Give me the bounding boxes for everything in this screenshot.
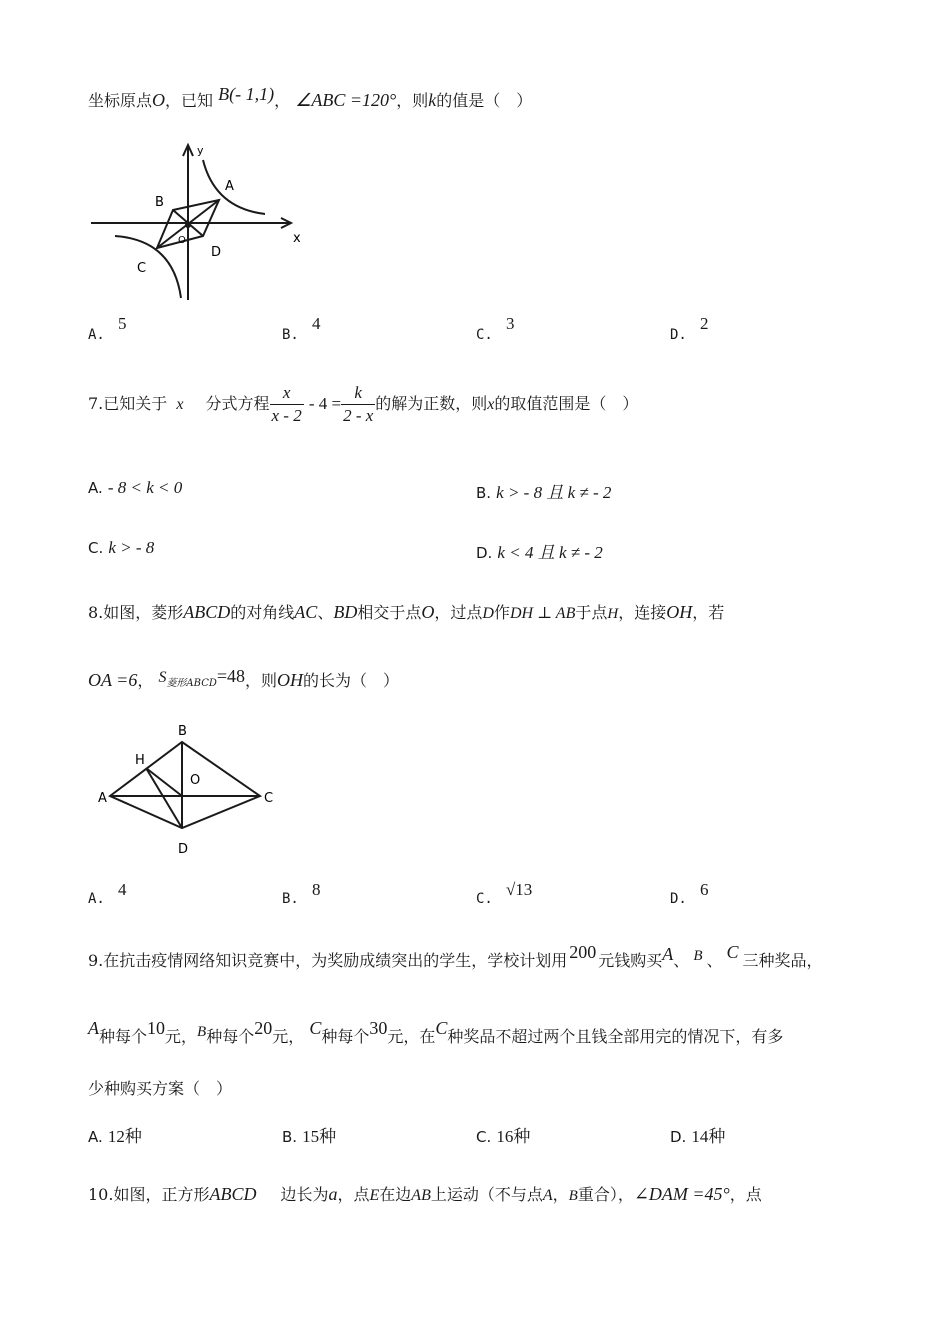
q9-option-c[interactable]: C. 16种	[476, 1127, 531, 1146]
label-y: y	[197, 144, 204, 157]
q8-option-b[interactable]: B. 8	[282, 880, 321, 907]
q9-stem-line2: A种每个10元，B种每个20元， C种每个30元，在C种奖品不超过两个且钱全部用完的情况下，有多	[88, 1018, 784, 1046]
label-c: C	[264, 791, 274, 806]
q6-stem-line: 坐标原点O，已知 B(- 1,1)， ∠ABC =120°，则k的值是（ ）	[88, 84, 533, 110]
rhombus-abcd	[110, 742, 260, 828]
label-c: C	[137, 261, 147, 276]
q8-option-d[interactable]: D. 6	[670, 880, 709, 907]
q9-stem-line1: 9.在抗击疫情网络知识竞赛中，为奖励成绩突出的学生，学校计划用 200 元钱购买A、 B 、 C 三种奖品，	[88, 942, 823, 970]
label-a: A	[98, 791, 107, 806]
label-b: B	[178, 724, 187, 739]
label-x: x	[293, 231, 301, 246]
seg-oh	[146, 768, 182, 796]
q7-stem: 7.已知关于 x 分式方程 $\frac{x}{x - 2}$ - 4 = $\frac{k}{2 - x}$ 的解为正数，则x的取值范围是（ ）	[88, 383, 639, 425]
label-d: D	[178, 842, 189, 857]
q7-option-b[interactable]: B. k > - 8 且 k ≠ - 2	[476, 483, 612, 502]
q8-stem-line1: 8.如图，菱形ABCD的对角线AC、BD相交于点O，过点D作DH ⊥ AB于点H，连接OH，若	[88, 602, 725, 622]
q7-option-d[interactable]: D. k < 4 且 k ≠ - 2	[476, 543, 603, 562]
origin-dot	[185, 222, 191, 228]
q7-fraction-2: $\frac{k}{2 - x}$	[343, 383, 374, 425]
q7-fraction-1: $\frac{x}{x - 2}$	[271, 383, 302, 425]
q6-option-a[interactable]: A. 5	[88, 314, 127, 343]
q9-option-d[interactable]: D. 14种	[670, 1127, 726, 1146]
label-d: D	[211, 245, 222, 260]
q8-option-c[interactable]: C. √13	[476, 880, 533, 907]
q6-angle: ∠ABC =120°	[295, 90, 397, 110]
q6-figure	[85, 140, 305, 305]
label-o: O	[190, 773, 201, 788]
q6-option-b[interactable]: B. 4	[282, 314, 321, 343]
q7-option-a[interactable]: A. - 8 < k < 0	[88, 478, 183, 497]
q9-option-b[interactable]: B. 15种	[282, 1127, 337, 1146]
q8-option-a[interactable]: A. 4	[88, 880, 127, 907]
q6-option-c[interactable]: C. 3	[476, 314, 515, 343]
q8-stem-line2: OA =6， S菱形ABCD=48，则OH的长为（ ）	[88, 666, 400, 690]
q8-figure	[92, 720, 282, 860]
q9-option-a[interactable]: A. 12种	[88, 1127, 142, 1146]
q7-option-c[interactable]: C. k > - 8	[88, 538, 155, 557]
label-h: H	[135, 753, 145, 768]
label-a: A	[225, 179, 234, 194]
label-o: O	[178, 235, 186, 246]
q9-stem-line3: 少种购买方案（ ）	[88, 1079, 233, 1098]
label-b: B	[155, 195, 164, 210]
q6-point-b: B(- 1,1)	[218, 84, 275, 104]
q6-option-d[interactable]: D. 2	[670, 314, 709, 343]
q10-stem-line1: 10.如图，正方形ABCD 边长为a，点E在边AB上运动（不与点A，B重合），∠DAM =45°，点	[88, 1184, 762, 1204]
